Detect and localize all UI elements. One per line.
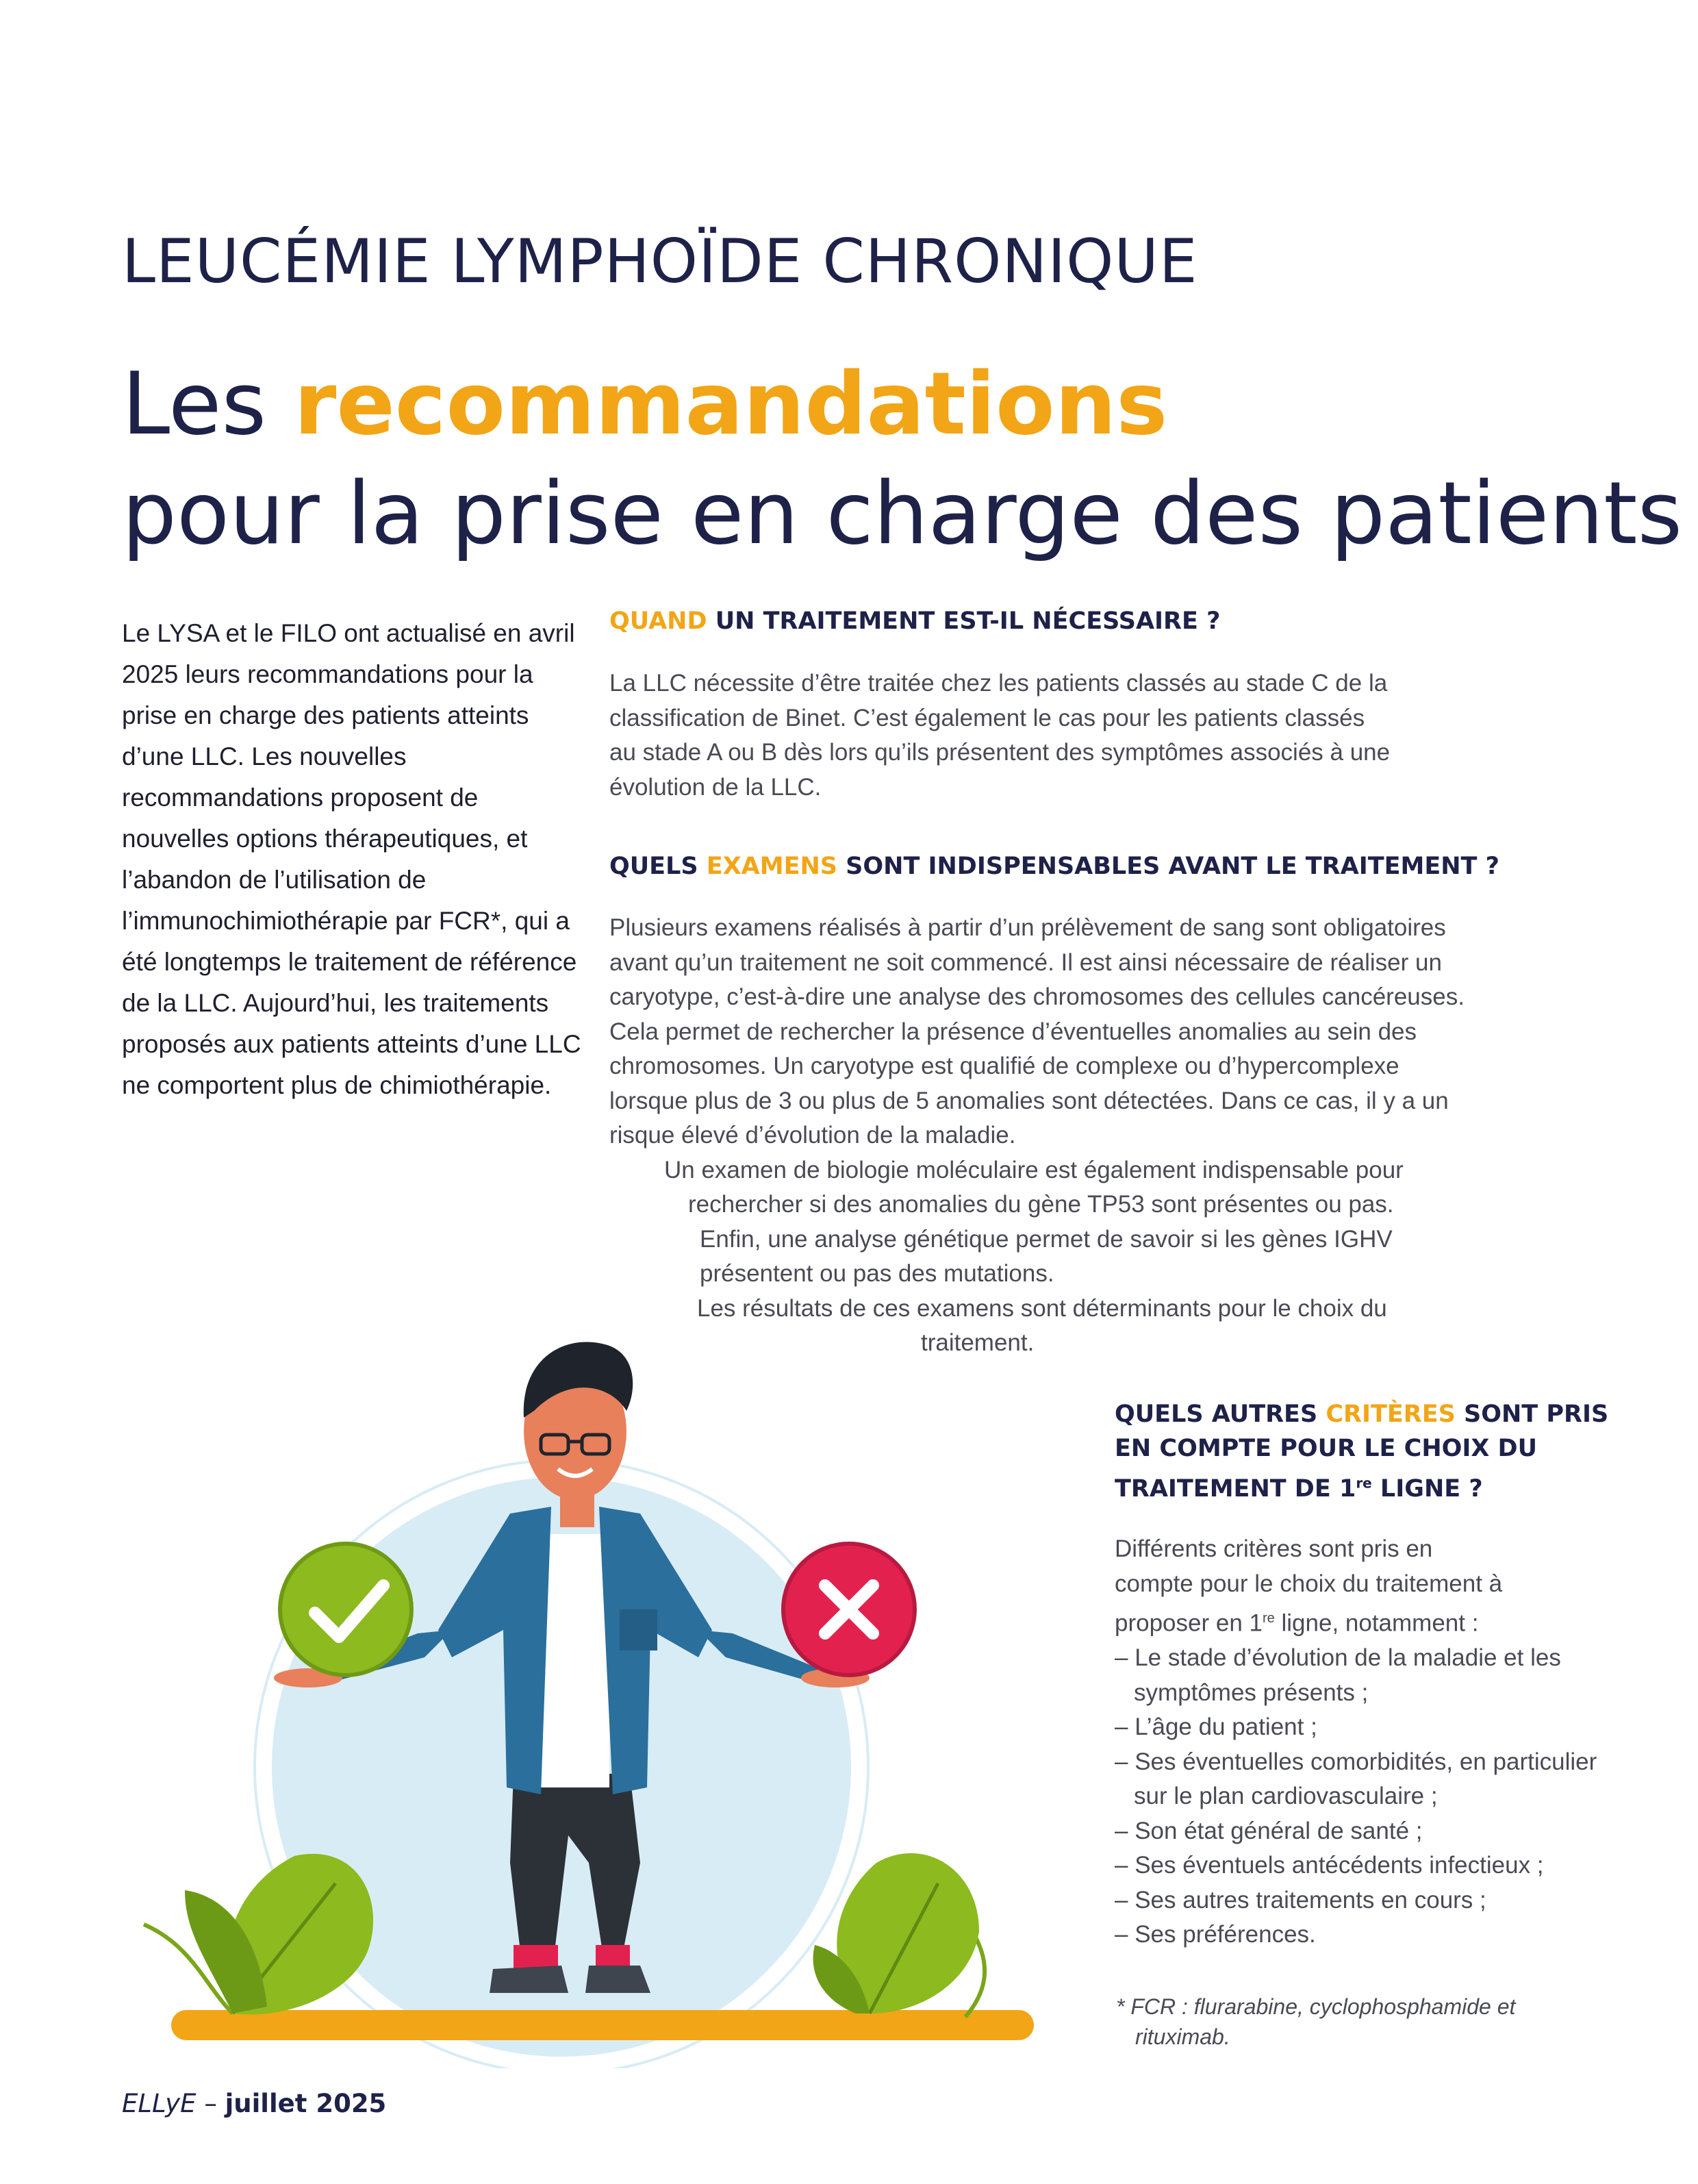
section-3-intro-line: compte pour le choix du traitement à — [1115, 1570, 1503, 1597]
section-3-heading-line-2: EN COMPTE POUR LE CHOIX DU — [1115, 1435, 1538, 1462]
section-2-line: lorsque plus de 3 ou plus de 5 anomalies sont détectées. Dans ce cas, il y a un — [609, 1087, 1449, 1114]
section-2-line: rechercher si des anomalies du gène TP53 sont présentes ou pas. — [688, 1191, 1394, 1218]
section-1-line: La LLC nécessite d’être traitée chez les patients classés au stade C de la — [609, 670, 1388, 696]
section-2-heading-pre: QUELS — [609, 853, 707, 880]
section-2-line: Les résultats de ces examens sont déterminants pour le choix du — [697, 1294, 1387, 1322]
intro-l3-rest: ligne, notamment : — [1274, 1609, 1479, 1637]
footer-separator: – — [196, 2089, 225, 2118]
footer-date: juillet 2025 — [225, 2089, 387, 2118]
criteria-item: – Le stade d’évolution de la maladie et les symptômes présents ; — [1115, 1644, 1561, 1706]
section-1-line: au stade A ou B dès lors qu’ils présentent des symptômes associés à une — [609, 739, 1391, 766]
criteria-item: – Ses éventuels antécédents infectieux ; — [1115, 1852, 1544, 1879]
page-footer — [122, 2089, 386, 2118]
section-2-line: traitement. — [921, 1329, 1035, 1356]
section-3-body — [1115, 1532, 1608, 1953]
section-2-line: risque élevé d’évolution de la maladie. — [609, 1122, 1016, 1149]
ground-bar — [171, 2010, 1034, 2040]
section-2-line: Un examen de biologie moléculaire est également indispensable pour — [664, 1156, 1404, 1183]
section-2-heading — [609, 849, 1499, 883]
section-3-heading-pre: QUELS AUTRES — [1115, 1401, 1326, 1428]
footer-brand: ELLyE — [122, 2089, 197, 2118]
section-3-heading-l3-pre: TRAITEMENT DE 1 — [1115, 1474, 1356, 1503]
intro-text: Le LYSA et le FILO ont actualisé en avril 2025 leurs recommandations pour la prise en charge des patients atteints d’une LLC. Les nouvelles recommandations proposent de nouvelles options thérapeutiques, et l’abandon de l’utilisation de l’immunochimiothérapie par FCR*, qui a été longtemps le traitement de référence de la LLC. Aujourd’hui, les traitements proposés aux patients atteints d’une LLC ne comportent plus de chimiothérapie. — [122, 619, 581, 1099]
criteria-item: – Ses autres traitements en cours ; — [1115, 1886, 1486, 1913]
page-title — [122, 349, 1682, 568]
section-3-heading-line-3 — [1115, 1475, 1483, 1503]
section-2-heading-accent: EXAMENS — [706, 853, 837, 880]
intro-l3-sup: re — [1262, 1611, 1275, 1626]
intro-l3-pre: proposer en 1 — [1115, 1609, 1263, 1637]
section-3-heading-accent: CRITÈRES — [1326, 1401, 1456, 1428]
left-leaves — [144, 1854, 373, 2015]
section-3-heading — [1115, 1397, 1608, 1506]
section-3-heading-rest: SONT PRIS — [1455, 1401, 1609, 1428]
section-2-line: chromosomes. Un caryotype est qualifié de complexe ou d’hypercomplexe — [609, 1053, 1399, 1079]
criteria-item: – Ses éventuelles comorbidités, en particulier sur le plan cardiovasculaire ; — [1115, 1748, 1597, 1810]
section-1-heading — [609, 604, 1220, 638]
section-2-line: avant qu’un traitement ne soit commencé. Il est ainsi nécessaire de réaliser un — [609, 949, 1442, 976]
section-3-heading-l3-rest: LIGNE ? — [1371, 1474, 1483, 1503]
section-3-intro-line: Différents critères sont pris en — [1115, 1535, 1433, 1562]
shirt — [541, 1534, 609, 1787]
criteria-item: – Ses préférences. — [1115, 1921, 1316, 1948]
footnote — [1116, 1992, 1595, 2052]
section-1-body — [609, 666, 1390, 805]
intro-paragraph — [122, 613, 587, 1106]
section-1-line: classification de Binet. C’est également le cas pour les patients classés — [609, 704, 1365, 731]
section-2-heading-rest: SONT INDISPENSABLES AVANT LE TRAITEMENT ? — [837, 853, 1499, 880]
section-2-line: Enfin, une analyse génétique permet de savoir si les gènes IGHV — [700, 1225, 1393, 1253]
section-2-line: caryotype, c’est-à-dire une analyse des chromosomes des cellules cancéreuses. — [609, 983, 1465, 1010]
section-2-line: Cela permet de rechercher la présence d’éventuelles anomalies au sein des — [609, 1018, 1417, 1045]
section-1-heading-accent: QUAND — [609, 607, 707, 635]
footnote-line-2: rituximab. — [1135, 2024, 1230, 2049]
title-accent: recommandations — [294, 353, 1168, 454]
title-line-1 — [122, 349, 1682, 459]
section-1-heading-rest: UN TRAITEMENT EST-IL NÉCESSAIRE ? — [707, 607, 1221, 635]
section-1-line: évolution de la LLC. — [609, 773, 822, 801]
criteria-item: – Son état général de santé ; — [1115, 1817, 1423, 1844]
cross-icon — [783, 1544, 915, 1675]
section-3-heading-line-1 — [1115, 1401, 1608, 1428]
criteria-item: – L’âge du patient ; — [1115, 1714, 1317, 1741]
section-2-line: Plusieurs examens réalisés à partir d’un prélèvement de sang sont obligatoires — [609, 914, 1446, 941]
criteria-list — [1115, 1641, 1608, 1953]
section-2-line: présentent ou pas des mutations. — [700, 1260, 1054, 1287]
section-3-intro-line — [1115, 1601, 1608, 1641]
title-line-2: pour la prise en charge des patients — [122, 463, 1683, 564]
illustration-man-balancing-choices — [130, 1205, 1054, 2068]
footnote-line-1: * FCR : flurarabine, cyclophosphamide et — [1116, 1994, 1516, 2019]
title-prefix: Les — [122, 353, 294, 454]
section-3-heading-sup: re — [1356, 1474, 1372, 1491]
kicker-heading: LEUCÉMIE LYMPHOÏDE CHRONIQUE — [122, 226, 1198, 297]
check-icon — [280, 1544, 411, 1675]
